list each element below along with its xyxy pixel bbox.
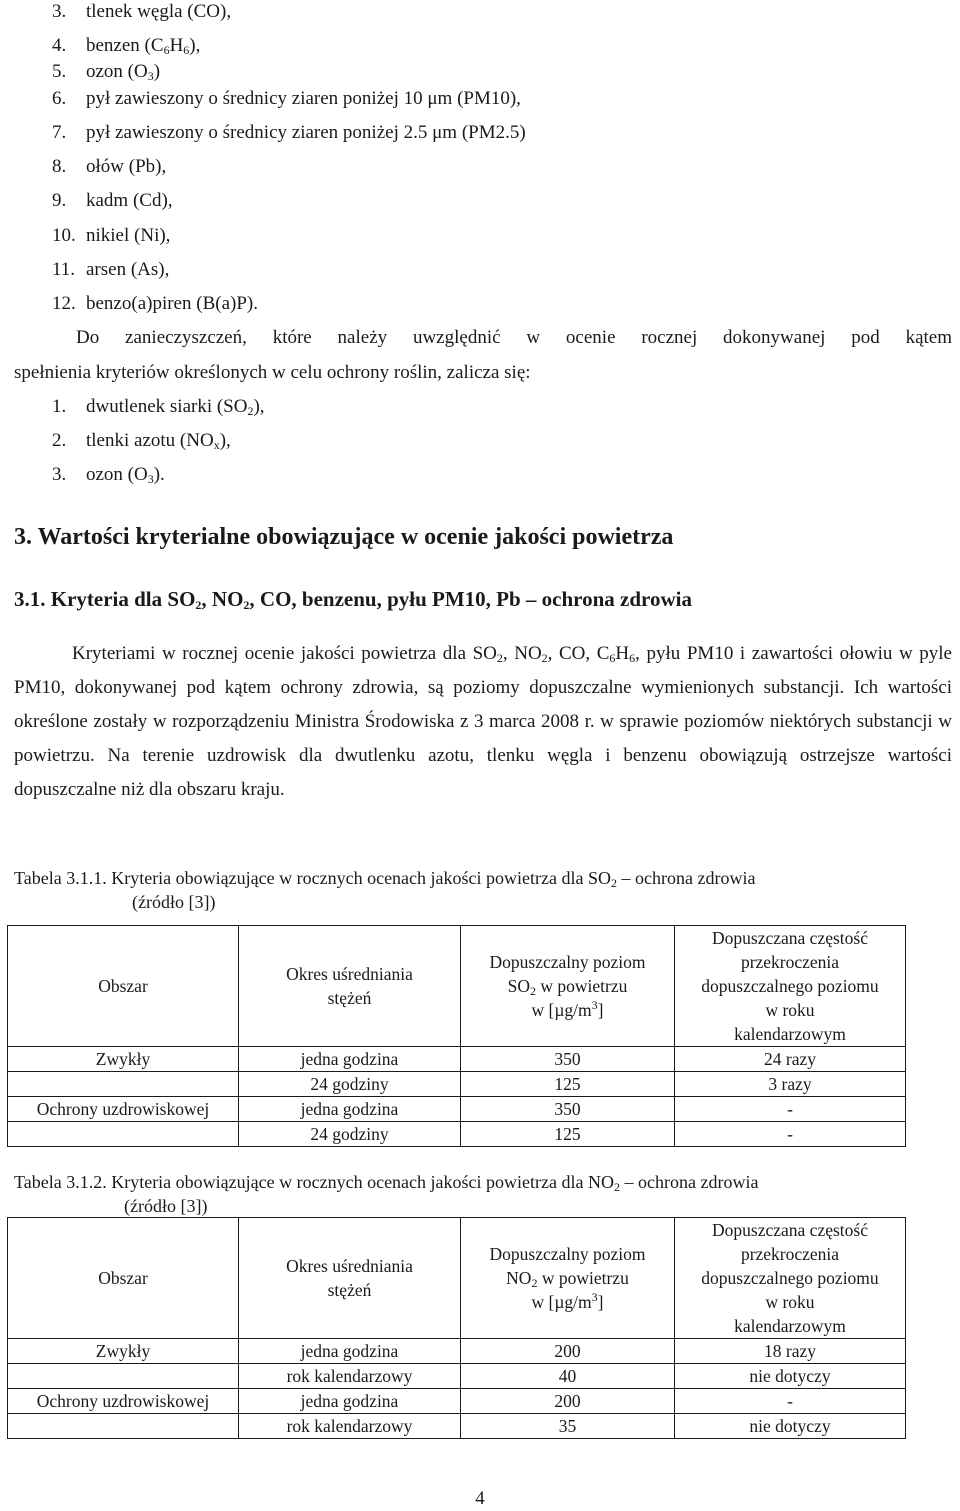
header-obszar: Obszar xyxy=(8,1218,239,1339)
cell-poziom: 125 xyxy=(461,1122,675,1147)
cell-poziom: 350 xyxy=(461,1047,675,1072)
cell-obszar xyxy=(8,1122,239,1147)
list-item: 9. kadm (Cd), xyxy=(52,190,173,211)
cell-okres: jedna godzina xyxy=(239,1097,461,1122)
list-item: 5. ozon $(O_3)$ xyxy=(52,61,161,83)
page-number: 4 xyxy=(475,1488,485,1509)
cell-poziom: 200 xyxy=(461,1339,675,1364)
table-row xyxy=(8,1097,906,1122)
table-row xyxy=(8,1072,906,1097)
list-item: 10. nikiel (Ni), xyxy=(52,225,171,246)
list-item: 4. benzen $(C_6H_6)$, xyxy=(52,35,201,57)
list-item: 1. dwutlenek siarki $(SO_2)$, xyxy=(52,396,265,418)
criteria-paragraph: Kryteriami w rocznej ocenie jakości powietrza dla $SO_2$, $NO_2$, CO, $C_6H_6$, pyłu PM10 i zawartości ołowiu w pyle PM10, dokonywanej pod kątem ochrony zdrowia, są poziomy dopuszczalne wymienionych substancji. Ich wartości określone zostały w rozporządzeniu Ministra Środowiska z 3 marca 2008 r. w sprawie poziomów niektórych substancji w powietrzu. Na terenie uzdrowisk dla dwutlenku azotu, tlenku węgla i benzenu obowiązują ostrzejsze wartości dopuszczalne niż dla obszaru kraju. xyxy=(14,643,952,800)
list-item: 12. benzo(a)piren (B(a)P). xyxy=(52,293,258,314)
list-item: 11. arsen (As), xyxy=(52,259,170,280)
table-row xyxy=(8,1339,906,1364)
cell-czestosc: 3 razy xyxy=(675,1072,906,1097)
list-item: 3. tlenek węgla (CO), xyxy=(52,1,232,22)
cell-obszar xyxy=(8,1414,239,1439)
cell-czestosc: nie dotyczy xyxy=(675,1414,906,1439)
list-item: 3. ozon $(O_3)$. xyxy=(52,464,165,486)
list-item: 8. ołów (Pb), xyxy=(52,156,167,177)
list-item: 7. pył zawieszony o średnicy ziaren poniżej 2.5 μm (PM2.5) xyxy=(52,122,526,143)
header-czestosc: Dopuszczana częstość przekroczenia dopuszczalnego poziomu w roku kalendarzowym xyxy=(675,926,906,1047)
cell-obszar xyxy=(8,1364,239,1389)
section-3-1-heading: 3.1. Kryteria dla $SO_2$, $NO_2$, CO, benzenu, pyłu PM10, Pb – ochrona zdrowia xyxy=(14,587,692,612)
table-1-caption: Tabela 3.1.1. Kryteria obowiązujące w rocznych ocenach jakości powietrza dla $SO_2$ – ochrona zdrowia (źródło [3]) xyxy=(14,868,756,912)
table-row xyxy=(8,1364,906,1389)
header-poziom: Dopuszczalny poziom $NO_2$ w powietrzu w $[\mu g/m^3]$ xyxy=(461,1218,675,1339)
cell-poziom: 350 xyxy=(461,1097,675,1122)
cell-czestosc: 24 razy xyxy=(675,1047,906,1072)
cell-okres: rok kalendarzowy xyxy=(239,1364,461,1389)
cell-okres: 24 godziny xyxy=(239,1122,461,1147)
cell-obszar: Zwykły xyxy=(8,1047,239,1072)
cell-okres: jedna godzina xyxy=(239,1389,461,1414)
table-row xyxy=(8,1414,906,1439)
cell-czestosc: 18 razy xyxy=(675,1339,906,1364)
cell-poziom: 125 xyxy=(461,1072,675,1097)
table-row xyxy=(8,1122,906,1147)
list-item: 2. tlenki azotu $(NO_x)$, xyxy=(52,430,231,452)
plants-intro-line2: spełnienia kryteriów określonych w celu ochrony roślin, zalicza się: xyxy=(14,362,531,383)
cell-czestosc: - xyxy=(675,1389,906,1414)
cell-poziom: 200 xyxy=(461,1389,675,1414)
cell-okres: 24 godziny xyxy=(239,1072,461,1097)
table-row xyxy=(8,1047,906,1072)
cell-obszar xyxy=(8,1072,239,1097)
cell-czestosc: - xyxy=(675,1122,906,1147)
cell-okres: jedna godzina xyxy=(239,1339,461,1364)
header-poziom: Dopuszczalny poziom $SO_2$ w powietrzu w $[\mu g/m^3]$ xyxy=(461,926,675,1047)
table-1 xyxy=(7,925,906,1147)
cell-poziom: 40 xyxy=(461,1364,675,1389)
cell-obszar: Ochrony uzdrowiskowej xyxy=(8,1097,239,1122)
plants-intro-line1: Do zanieczyszczeń, które należy uwzględnić w ocenie rocznej dokonywanej pod kątem xyxy=(76,327,952,348)
list-item: 6. pył zawieszony o średnicy ziaren poniżej 10 μm (PM10), xyxy=(52,88,521,109)
header-okres: Okres uśredniania stężeń xyxy=(239,926,461,1047)
table-header-row xyxy=(8,926,906,1047)
cell-obszar: Zwykły xyxy=(8,1339,239,1364)
cell-czestosc: - xyxy=(675,1097,906,1122)
cell-obszar: Ochrony uzdrowiskowej xyxy=(8,1389,239,1414)
table-header-row xyxy=(8,1218,906,1339)
table-row xyxy=(8,1389,906,1414)
cell-okres: rok kalendarzowy xyxy=(239,1414,461,1439)
section-3-heading: 3. Wartości kryterialne obowiązujące w ocenie jakości powietrza xyxy=(14,524,674,550)
header-czestosc: Dopuszczana częstość przekroczenia dopuszczalnego poziomu w roku kalendarzowym xyxy=(675,1218,906,1339)
cell-czestosc: nie dotyczy xyxy=(675,1364,906,1389)
cell-poziom: 35 xyxy=(461,1414,675,1439)
header-okres: Okres uśredniania stężeń xyxy=(239,1218,461,1339)
table-2-caption: Tabela 3.1.2. Kryteria obowiązujące w rocznych ocenach jakości powietrza dla $NO_2$ – ochrona zdrowia (źródło [3]) xyxy=(14,1172,759,1216)
table-2 xyxy=(7,1217,906,1439)
header-obszar: Obszar xyxy=(8,926,239,1047)
cell-okres: jedna godzina xyxy=(239,1047,461,1072)
